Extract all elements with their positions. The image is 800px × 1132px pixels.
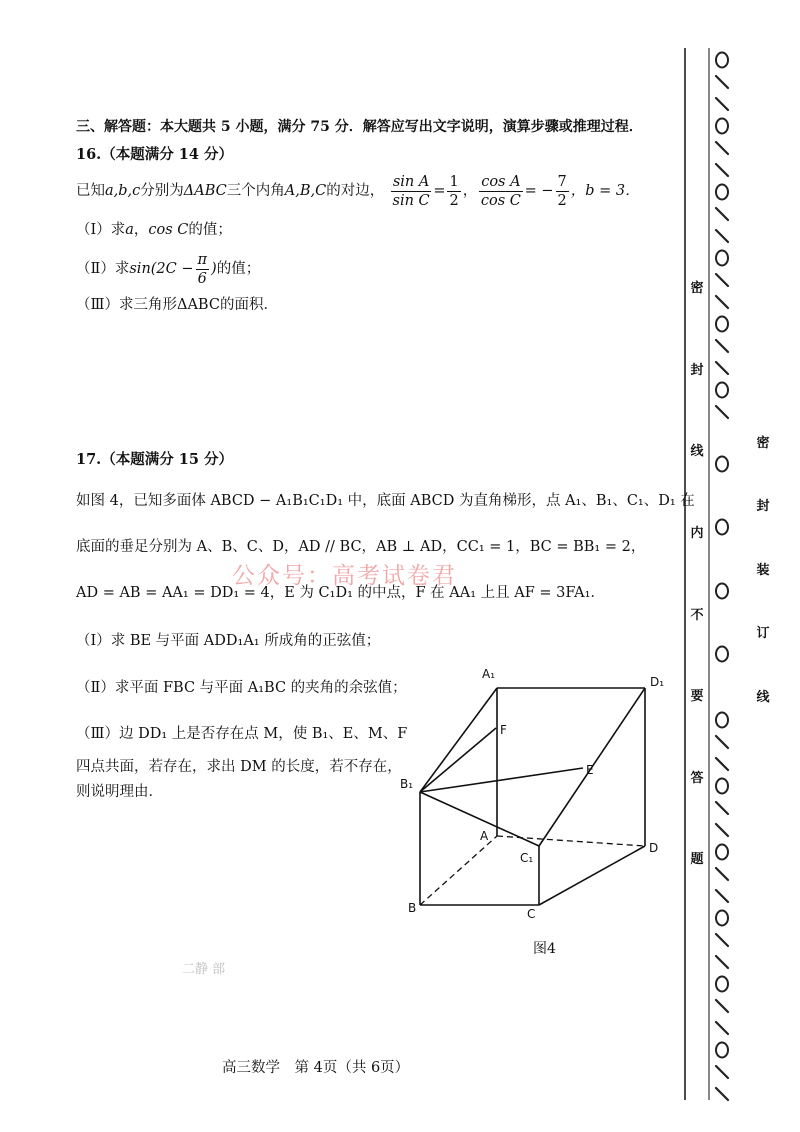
binding-slash — [716, 736, 728, 748]
figure-polyhedron — [400, 660, 690, 930]
q17-part2: （Ⅱ）求平面 FBC 与平面 A₁BC 的夹角的余弦值； — [76, 680, 407, 696]
fraction-pi-six: $\frac{\pi}{6}$ — [197, 251, 208, 287]
label-E: E — [586, 763, 594, 777]
binding-slash — [716, 76, 728, 88]
page-footer: 高三数学 第 4页（共 6页） — [222, 1060, 410, 1076]
binding-circle — [716, 713, 728, 728]
binding-circle — [716, 317, 728, 332]
binding-slash — [716, 208, 728, 220]
seal-label-8: 题 — [690, 852, 704, 867]
inner-label-1: 密 — [756, 436, 770, 451]
binding-circle — [716, 251, 728, 266]
q16-stem-triangle: ΔABC — [183, 183, 227, 199]
binding-slash — [716, 1088, 728, 1100]
q16-eq1: = — [433, 183, 446, 199]
fraction-seven-halves: $\frac{7}{2}$ — [557, 173, 567, 209]
binding-slash — [716, 164, 728, 176]
label-A1: A₁ — [482, 667, 496, 681]
binding-circle — [716, 977, 728, 992]
binding-slash — [716, 824, 728, 836]
binding-slash — [716, 934, 728, 946]
binding-slash — [716, 340, 728, 352]
q16-part3: （Ⅲ）求三角形ΔABC的面积． — [76, 297, 278, 313]
fraction-cosA-cosC: $\frac{\text{cos A}}{\text{cos C}}$ — [480, 173, 521, 209]
fraction-one-half: $\frac{1}{2}$ — [449, 173, 459, 209]
q16-b-value: ，b = 3． — [570, 183, 640, 199]
binding-circle — [716, 647, 728, 662]
binding-slash — [716, 1022, 728, 1034]
label-C: C — [527, 907, 536, 921]
hidden-edge-AD — [497, 836, 645, 846]
q17-line1: 如图 4，已知多面体 ABCD − A₁B₁C₁D₁ 中，底面 ABCD 为直角梯形，点 A₁、B₁、C₁、D₁ 在 — [76, 493, 695, 509]
q16-part2: （Ⅱ）求sin(2C − $\frac{\pi}{6}$ )的值； — [76, 251, 261, 287]
binding-slash — [716, 230, 728, 242]
label-A: A — [480, 829, 489, 843]
binding-circle — [716, 520, 728, 535]
q17-line2: 底面的垂足分别为 A、B、C、D，AD // BC，AB ⊥ AD，CC₁ = 1，BC = BB₁ = 2， — [76, 539, 646, 555]
binding-circle — [716, 457, 728, 472]
q17-part3-line1: （Ⅲ）边 DD₁ 上是否存在点 M，使 B₁、E、M、F — [76, 726, 408, 742]
seal-label-5: 不 — [690, 608, 704, 623]
q16-stem-mid2: 三个内角 — [226, 183, 285, 199]
binding-circle — [716, 845, 728, 860]
binding-slash — [716, 956, 728, 968]
label-B: B — [408, 901, 417, 915]
q16-comma: ， — [462, 183, 478, 199]
label-C1: C₁ — [520, 851, 534, 865]
edge-A1B1 — [420, 688, 497, 792]
binding-slash — [716, 1066, 728, 1078]
q16-stem-prefix: 已知 — [76, 183, 105, 199]
binding-circle — [716, 185, 728, 200]
hidden-edge-BA — [420, 836, 497, 905]
inner-label-3: 装 — [756, 563, 770, 578]
inner-label-4: 订 — [756, 626, 770, 641]
binding-circle — [716, 383, 728, 398]
binding-circle — [716, 119, 728, 134]
binding-circle — [716, 779, 728, 794]
q17-part3-line3: 则说明理由． — [76, 784, 163, 800]
q16-stem-suffix: 的对边， — [326, 183, 385, 199]
q17-part3-line2: 四点共面，若存在，求出 DM 的长度，若不存在， — [76, 759, 402, 775]
q16-title: 16.（本题满分 14 分） — [76, 146, 234, 163]
scan-smudge: 二静 部 — [182, 962, 226, 977]
label-B1: B₁ — [400, 777, 414, 791]
section-heading: 三、解答题：本大题共 5 小题，满分 75 分．解答应写出文字说明，演算步骤或推理过程． — [76, 119, 643, 135]
binding-circle — [716, 911, 728, 926]
q16-eq2: = − — [524, 183, 554, 199]
label-D1: D₁ — [650, 675, 665, 689]
label-D: D — [649, 841, 659, 855]
watermark: 公众号：高考试卷君 — [232, 563, 457, 589]
binding-circle — [716, 584, 728, 599]
seal-label-7: 答 — [690, 771, 704, 786]
binding-slash — [716, 890, 728, 902]
q16-stem-mid: 分别为 — [140, 183, 184, 199]
binding-circle — [716, 1043, 728, 1058]
binding-margin — [682, 0, 800, 1132]
edge-CD — [539, 846, 645, 905]
inner-label-2: 封 — [756, 499, 770, 514]
binding-slash — [716, 296, 728, 308]
binding-slash — [716, 98, 728, 110]
q16-stem-vars: a,b,c — [105, 183, 141, 199]
seal-label-6: 要 — [690, 689, 704, 704]
binding-slash — [716, 802, 728, 814]
binding-circle — [716, 53, 728, 68]
label-F: F — [500, 723, 507, 737]
binding-slash — [716, 1000, 728, 1012]
binding-slash — [716, 868, 728, 880]
inner-label-5: 线 — [756, 690, 770, 705]
seal-label-1: 密 — [690, 281, 704, 296]
q16-stem-angles: A,B,C — [284, 183, 327, 199]
q16-stem — [76, 172, 640, 210]
seal-label-4: 内 — [690, 526, 704, 541]
fraction-sinA-sinC: $\frac{\text{sin A}}{\text{sin C}}$ — [392, 173, 430, 209]
binding-slash — [716, 362, 728, 374]
binding-slash — [716, 406, 728, 418]
binding-slash — [716, 274, 728, 286]
q17-title: 17.（本题满分 15 分） — [76, 451, 234, 468]
binding-slash — [716, 142, 728, 154]
figure-caption: 图4 — [533, 941, 556, 957]
seal-label-2: 封 — [690, 363, 704, 378]
binding-slash — [716, 758, 728, 770]
binding-lines — [682, 0, 800, 1132]
q17-part1: （Ⅰ）求 BE 与平面 ADD₁A₁ 所成角的正弦值； — [76, 633, 381, 649]
q16-part1: （Ⅰ）求a，cos C的值； — [76, 222, 232, 238]
q17-line3: AD = AB = AA₁ = DD₁ = 4，E 为 C₁D₁ 的中点，F 在 AA₁ 上且 AF = 3FA₁． — [76, 585, 605, 601]
seal-label-3: 线 — [690, 444, 704, 459]
